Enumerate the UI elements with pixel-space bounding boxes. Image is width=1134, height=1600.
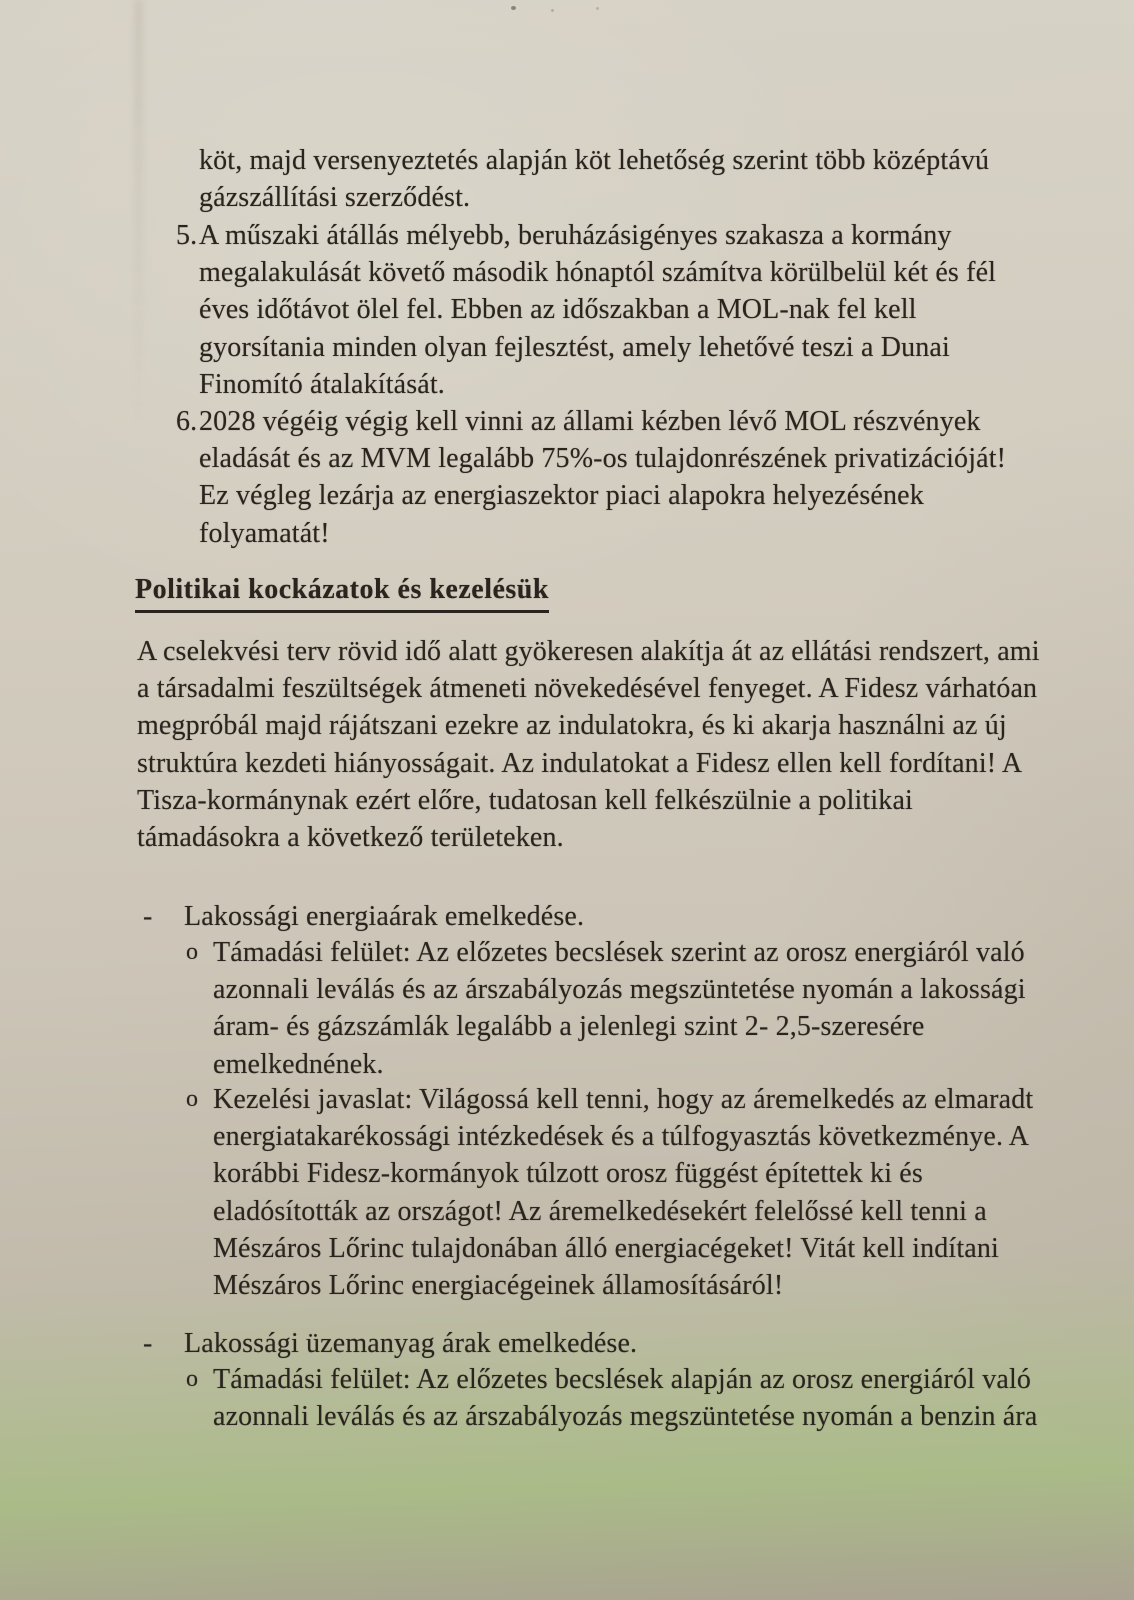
- paper-speck: [551, 9, 554, 12]
- text-line: gyorsítania minden olyan fejlesztést, amely lehetővé teszi a Dunai: [199, 331, 950, 363]
- sub-bullet-text: [213, 1081, 1033, 1304]
- sub-bullet-attack-surface-fuel: [186, 1361, 1037, 1435]
- section-heading: [135, 571, 549, 613]
- dash-bullet-marker: -: [143, 901, 153, 932]
- numbered-item-5: [176, 217, 996, 403]
- section-heading-text: Politikai kockázatok és kezelésük: [135, 571, 549, 613]
- bullet-title: Lakossági energiaárak emelkedése.: [184, 901, 585, 932]
- text-line: köt, majd versenyeztetés alapján köt lehetőség szerint több középtávú: [199, 145, 990, 176]
- dash-bullet-marker: -: [143, 1328, 153, 1359]
- text-line: Ez végleg lezárja az energiaszektor piaci alapokra helyezésének: [199, 480, 924, 512]
- text-line: Mészáros Lőrinc tulajdonában álló energiacégeket! Vitát kell indítani: [213, 1232, 999, 1264]
- sub-bullet-text: [213, 1361, 1037, 1435]
- sub-bullet-handling-proposal: [186, 1081, 1033, 1304]
- item-number: 5.: [176, 220, 198, 251]
- sub-bullet-text: [213, 934, 1026, 1083]
- text-line: A műszaki átállás mélyebb, beruházásigényes szakasza a kormány: [199, 220, 952, 251]
- text-line: Finomító átalakítását.: [199, 368, 445, 400]
- item-number: 6.: [176, 406, 198, 437]
- circle-bullet-marker: o: [186, 1086, 198, 1112]
- item-text: [199, 403, 1006, 552]
- bullet-title: Lakossági üzemanyag árak emelkedése.: [184, 1328, 638, 1359]
- text-line: energiatakarékossági intézkedések és a túlfogyasztás következménye. A: [213, 1121, 1030, 1153]
- paper-crease-shadow: [134, 0, 143, 430]
- bullet-fuel-prices: [143, 1325, 637, 1362]
- text-line: azonnali leválás és az árszabályozás megszüntetése nyomán a lakossági: [213, 974, 1026, 1006]
- circle-bullet-marker: o: [186, 1366, 198, 1392]
- text-line: támadásokra a következő területeken.: [137, 822, 564, 854]
- text-line: eladósították az országot! Az áremelkedésekért felelőssé kell tenni a: [213, 1195, 987, 1227]
- text-line: azonnali leválás és az árszabályozás megszüntetése nyomán a benzin ára: [213, 1401, 1038, 1433]
- sub-bullet-attack-surface-energy: [186, 934, 1026, 1083]
- numbered-item-6: [176, 403, 1006, 552]
- text-line: 2028 végéig végig kell vinni az állami kézben lévő MOL részvények: [199, 406, 981, 437]
- circle-bullet-marker: o: [186, 939, 198, 965]
- text-line: Tisza-kormánynak ezért előre, tudatosan kell felkészülnie a politikai: [137, 784, 913, 816]
- numbered-item-4-continuation: [199, 142, 989, 216]
- text-line: korábbi Fidesz-kormányok túlzott orosz függést építettek ki és: [213, 1158, 923, 1190]
- text-line: Támadási felület: Az előzetes becslések alapján az orosz energiáról való: [213, 1364, 1032, 1395]
- text-line: eladását és az MVM legalább 75%-os tulajdonrészének privatizációját!: [199, 443, 1007, 475]
- intro-paragraph: [137, 633, 1040, 856]
- text-line: éves időtávot ölel fel. Ebben az időszakban a MOL-nak fel kell: [199, 294, 917, 326]
- paper-speck: [596, 7, 599, 10]
- text-line: Támadási felület: Az előzetes becslések szerint az orosz energiáról való: [213, 937, 1025, 968]
- item-text: [199, 217, 996, 403]
- text-line: Kezelési javaslat: Világossá kell tenni, hogy az áremelkedés az elmaradt: [213, 1084, 1034, 1115]
- text-line: gázszállítási szerződést.: [199, 182, 471, 214]
- text-line: A cselekvési terv rövid idő alatt gyökeresen alakítja át az ellátási rendszert, ami: [137, 636, 1040, 667]
- text-line: megalakulását követő második hónaptól számítva körülbelül két és fél: [199, 257, 997, 289]
- paper-speck: [511, 6, 516, 10]
- text-line: Mészáros Lőrinc energiacégeinek államosításáról!: [213, 1270, 784, 1302]
- text-line: megpróbál majd rájátszani ezekre az indulatokra, és ki akarja használni az új: [137, 710, 1007, 742]
- text-line: folyamatát!: [199, 517, 330, 549]
- text-line: a társadalmi feszültségek átmeneti növekedésével fenyeget. A Fidesz várhatóan: [137, 673, 1038, 705]
- bullet-energy-prices: [143, 898, 584, 935]
- text-line: struktúra kezdeti hiányosságait. Az indulatokat a Fidesz ellen kell fordítani! A: [137, 747, 1023, 779]
- text-line: emelkednének.: [213, 1048, 384, 1080]
- text-line: áram- és gázszámlák legalább a jelenlegi szint 2- 2,5-szeresére: [213, 1011, 925, 1043]
